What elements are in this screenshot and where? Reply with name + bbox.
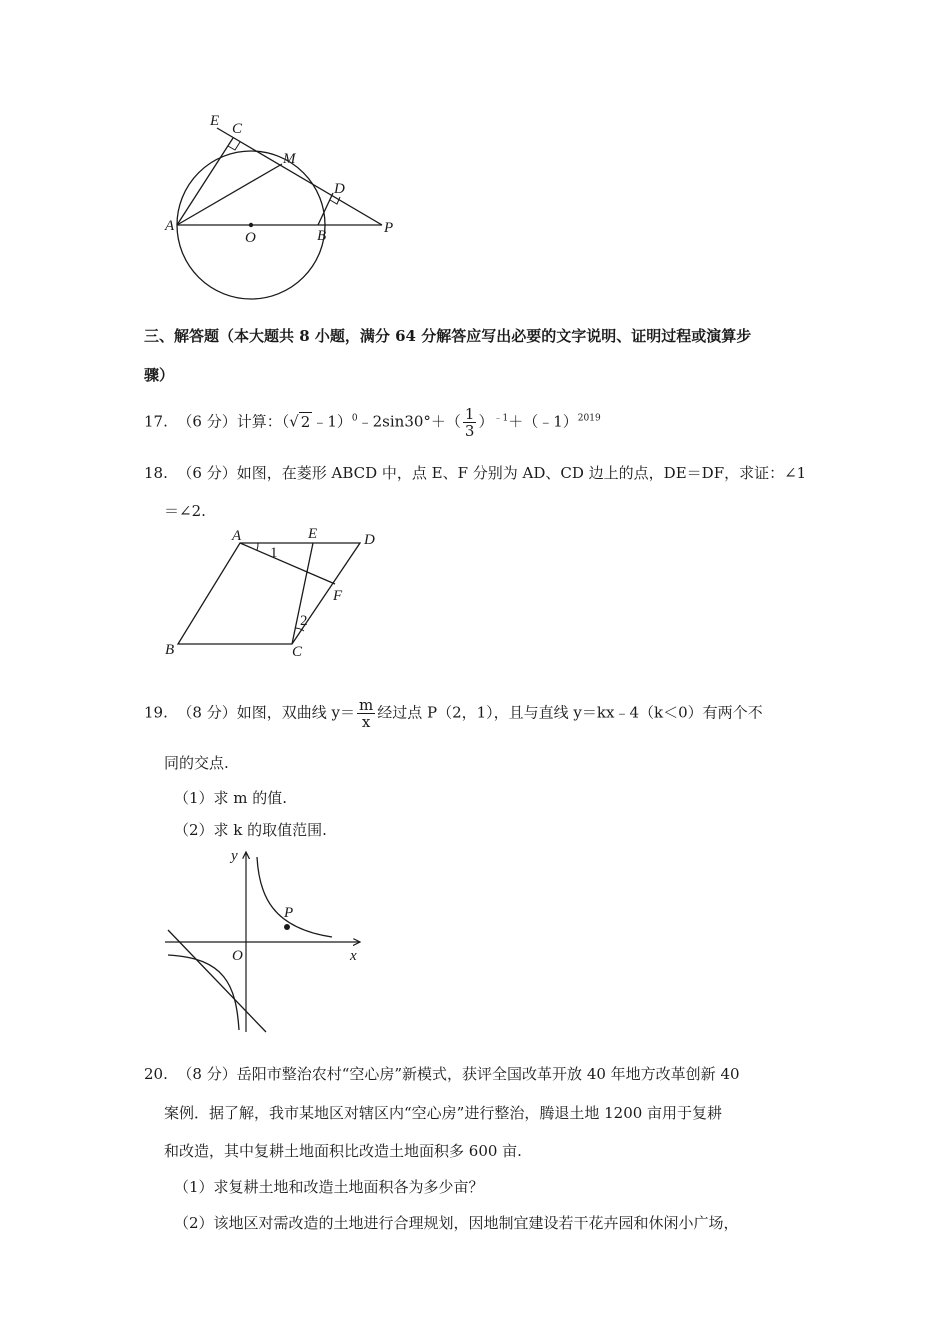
segment-am (177, 164, 282, 225)
q18-number: 18. (144, 464, 168, 482)
sqrt-sign: √ (289, 412, 299, 431)
point-p (284, 924, 290, 930)
label-a: A (232, 528, 242, 544)
sqrt-arg: 2 (300, 412, 311, 431)
rhombus-figure (160, 525, 390, 660)
center-point-o (249, 223, 253, 227)
label-c: C (292, 644, 303, 660)
label-a: A (165, 218, 175, 234)
question-19-line2: 同的交点. (164, 754, 229, 772)
label-b: B (165, 642, 175, 658)
label-p: P (284, 905, 294, 921)
question-19-sub2: （2）求 k 的取值范围. (174, 821, 327, 839)
question-20-line1: 20. （8 分）岳阳市整治农村“空心房”新模式，获评全国改革开放 40 年地方改革创新 40 (144, 1065, 740, 1083)
label-d: D (334, 181, 345, 197)
segment-af (240, 543, 335, 584)
q19-number: 19. (144, 703, 168, 722)
question-20-line2: 案例．据了解，我市某地区对辖区内“空心房”进行整治，腾退土地 1200 亩用于复耕 (164, 1104, 723, 1122)
segment-ac (177, 138, 233, 225)
question-17: 17. （6 分）计算：（√ 2 ﹣1）$^0$﹣2sin30°＋（ $\frac{1}{3}$ ）$^{﹣1}$＋（﹣1）$^{2019}$ (144, 405, 601, 440)
question-19-sub1: （1）求 m 的值. (174, 789, 288, 807)
label-p: P (384, 220, 394, 236)
hyperbola-branch-1 (257, 857, 332, 937)
label-angle-2: 2 (300, 613, 308, 629)
question-20-line3: 和改造，其中复耕土地面积比改造土地面积多 600 亩. (164, 1142, 522, 1160)
line-y-kx-4 (168, 930, 266, 1032)
label-angle-1: 1 (270, 545, 278, 561)
label-x: x (350, 948, 357, 964)
q20-number: 20. (144, 1065, 168, 1083)
fraction-one-third: $\frac{1}{3}$ (464, 405, 475, 440)
label-o: O (245, 230, 256, 246)
question-20-sub2: （2）该地区对需改造的土地进行合理规划，因地制宜建设若干花卉园和休闲小广场， (174, 1214, 739, 1232)
circle-tangent-figure (160, 110, 410, 300)
label-b: B (317, 228, 327, 244)
label-c: C (232, 121, 243, 137)
question-20-sub1: （1）求复耕土地和改造土地面积各为多少亩？ (174, 1178, 484, 1196)
q17-number: 17. (144, 412, 168, 431)
label-d: D (364, 532, 375, 548)
label-f: F (333, 588, 343, 604)
hyperbola-figure (160, 845, 370, 1040)
section-heading-line1: 三、解答题（本大题共 8 小题，满分 64 分解答应写出必要的文字说明、证明过程或演算步 (144, 327, 752, 345)
tangent-ep (217, 128, 382, 225)
section-heading-line2: 骤） (144, 366, 175, 384)
question-18-line2: ＝∠2. (164, 502, 206, 520)
question-18-line1: 18. （6 分）如图，在菱形 ABCD 中，点 E、F 分别为 AD、CD 边上的点，DE＝DF，求证：∠1 (144, 464, 807, 482)
label-m: M (283, 151, 296, 167)
label-e: E (308, 526, 318, 542)
fraction-m-over-x: $\frac{m}{x}$ (358, 696, 374, 731)
label-y: y (231, 848, 238, 864)
label-o: O (232, 948, 243, 964)
angle-1-arc (257, 543, 258, 550)
question-19-line1: 19. （8 分）如图，双曲线 y＝ $\frac{m}{x}$ 经过点 P（2，1），且与直线 y＝kx﹣4（k＜0）有两个不 (144, 696, 763, 731)
q17-score: （6 分）计算： (177, 412, 282, 431)
label-e: E (210, 113, 220, 129)
